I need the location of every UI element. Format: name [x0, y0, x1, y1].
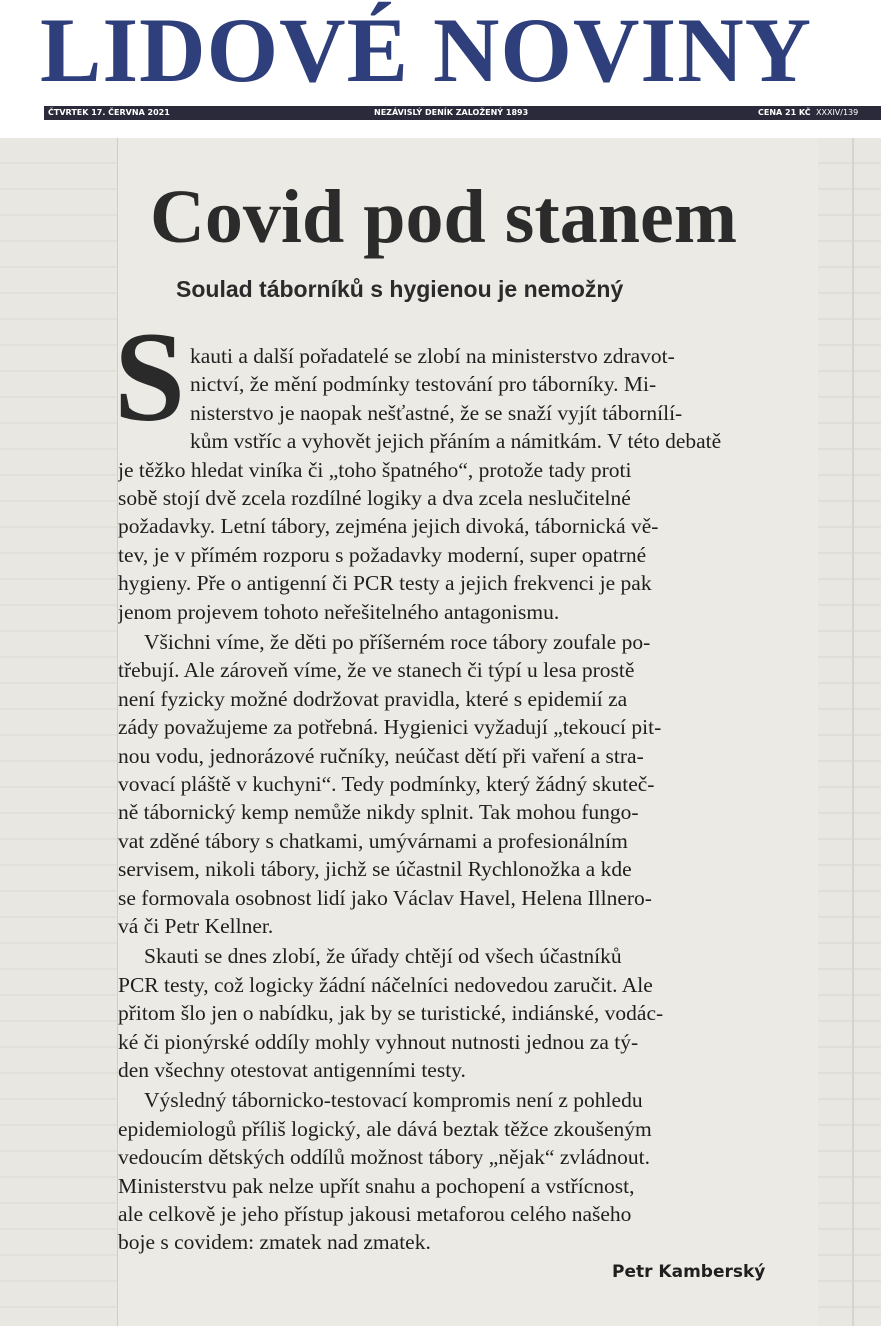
article-line: hygieny. Pře o antigenní či PCR testy a jejich frekvenci je pak	[118, 571, 652, 596]
article-line: ale celkově je jeho přístup jakousi metaforou celého našeho	[118, 1202, 632, 1226]
adjacent-column-left	[0, 138, 118, 1326]
article-headline: Covid pod stanem	[150, 175, 737, 259]
masthead	[0, 0, 881, 138]
article-line: vovací pláště v kuchyni“. Tedy podmínky, který žádný skuteč-	[118, 772, 655, 796]
issue-volume: XXXIV/139	[816, 108, 859, 117]
article-line: tev, je v přímém rozporu s požadavky moderní, super opatrné	[118, 542, 647, 567]
article-line: není fyzicky možné dodržovat pravidla, které s epidemií za	[118, 686, 628, 711]
article-line: Všichni víme, že děti po příšerném roce tábory zoufale po-	[144, 630, 651, 654]
page-fold	[852, 138, 854, 1326]
article-line: Výsledný tábornicko-testovací kompromis není z pohledu	[144, 1088, 643, 1113]
masthead-motto: NEZÁVISLÝ DENÍK ZALOŽENÝ 1893	[374, 108, 529, 117]
article-line: požadavky. Letní tábory, zejména jejich divoká, tábornická vě-	[118, 514, 659, 539]
article-line: sobě stojí dvě zcela rozdílné logiky a dva zcela neslučitelné	[118, 486, 631, 510]
article-author: Petr Kamberský	[612, 1262, 766, 1282]
article-line: zády považujeme za potřebná. Hygienici vyžadují „tekoucí pit-	[118, 715, 662, 740]
article-line: PCR testy, což logicky žádní náčelníci nedovedou zaručit. Ale	[118, 972, 653, 997]
article-line: třebují. Ale zároveň víme, že ve stanech či týpí u lesa prostě	[118, 658, 635, 683]
article-line: vedoucím dětských oddílů možnost tábory „nějak“ zvládnout.	[118, 1145, 650, 1170]
issue-price: CENA 21 KČ	[758, 108, 811, 117]
article-line: je těžko hledat viníka či „toho špatného“, protože tady proti	[118, 457, 632, 482]
article-line: servisem, nikoli tábory, jichž se účastnil Rychlonožka a kde	[118, 857, 632, 882]
adjacent-column-right	[818, 138, 881, 1326]
article-line: nou vodu, jednorázové ručníky, neúčast dětí při vaření a stra-	[118, 743, 644, 768]
article-line: nictví, že mění podmínky testování pro táborníky. Mi-	[190, 372, 657, 397]
masthead-title: LIDOVÉ NOVINY	[40, 0, 813, 101]
article-line: přitom šlo jen o nabídku, jak by se turistické, indiánské, vodác-	[118, 1001, 664, 1026]
article-line: den všechny otestovat antigenními testy.	[118, 1058, 466, 1082]
article-line: kauti a další pořadatelé se zlobí na ministerstvo zdravot-	[190, 344, 675, 368]
article-line: ně tábornický kemp nemůže nikdy splnit. Tak mohou fungo-	[118, 800, 639, 825]
article-line: se formovala osobnost lidí jako Václav Havel, Helena Illnero-	[118, 885, 652, 910]
masthead-info-bar	[44, 106, 881, 120]
drop-cap: S	[114, 306, 186, 448]
article-line: ké či pionýrské oddíly mohly vyhnout nutnosti jednou za tý-	[118, 1029, 639, 1054]
article-line: vat zděné tábory s chatkami, umývárnami a profesionálním	[118, 828, 628, 853]
issue-date: ČTVRTEK 17. ČERVNA 2021	[48, 108, 170, 117]
article-line: nisterstvo je naopak nešťastné, že se snaží vyjít tábornílí-	[190, 400, 683, 425]
article-line: epidemiologů příliš logický, ale dává beztak těžce zkoušeným	[118, 1116, 652, 1141]
article-line: jenom projevem tohoto neřešitelného antagonismu.	[118, 599, 560, 624]
article-line: Skauti se dnes zlobí, že úřady chtějí od všech účastníků	[144, 944, 622, 969]
article-line: kům vstříc a vyhovět jejich přáním a námitkám. V této debatě	[190, 429, 722, 454]
article-line: boje s covidem: zmatek nad zmatek.	[118, 1230, 431, 1255]
article-line: Ministerstvu pak nelze upřít snahu a pochopení a vstřícnost,	[118, 1173, 635, 1198]
article-subheadline: Soulad táborníků s hygienou je nemožný	[176, 276, 624, 302]
article-line: vá či Petr Kellner.	[118, 914, 274, 938]
